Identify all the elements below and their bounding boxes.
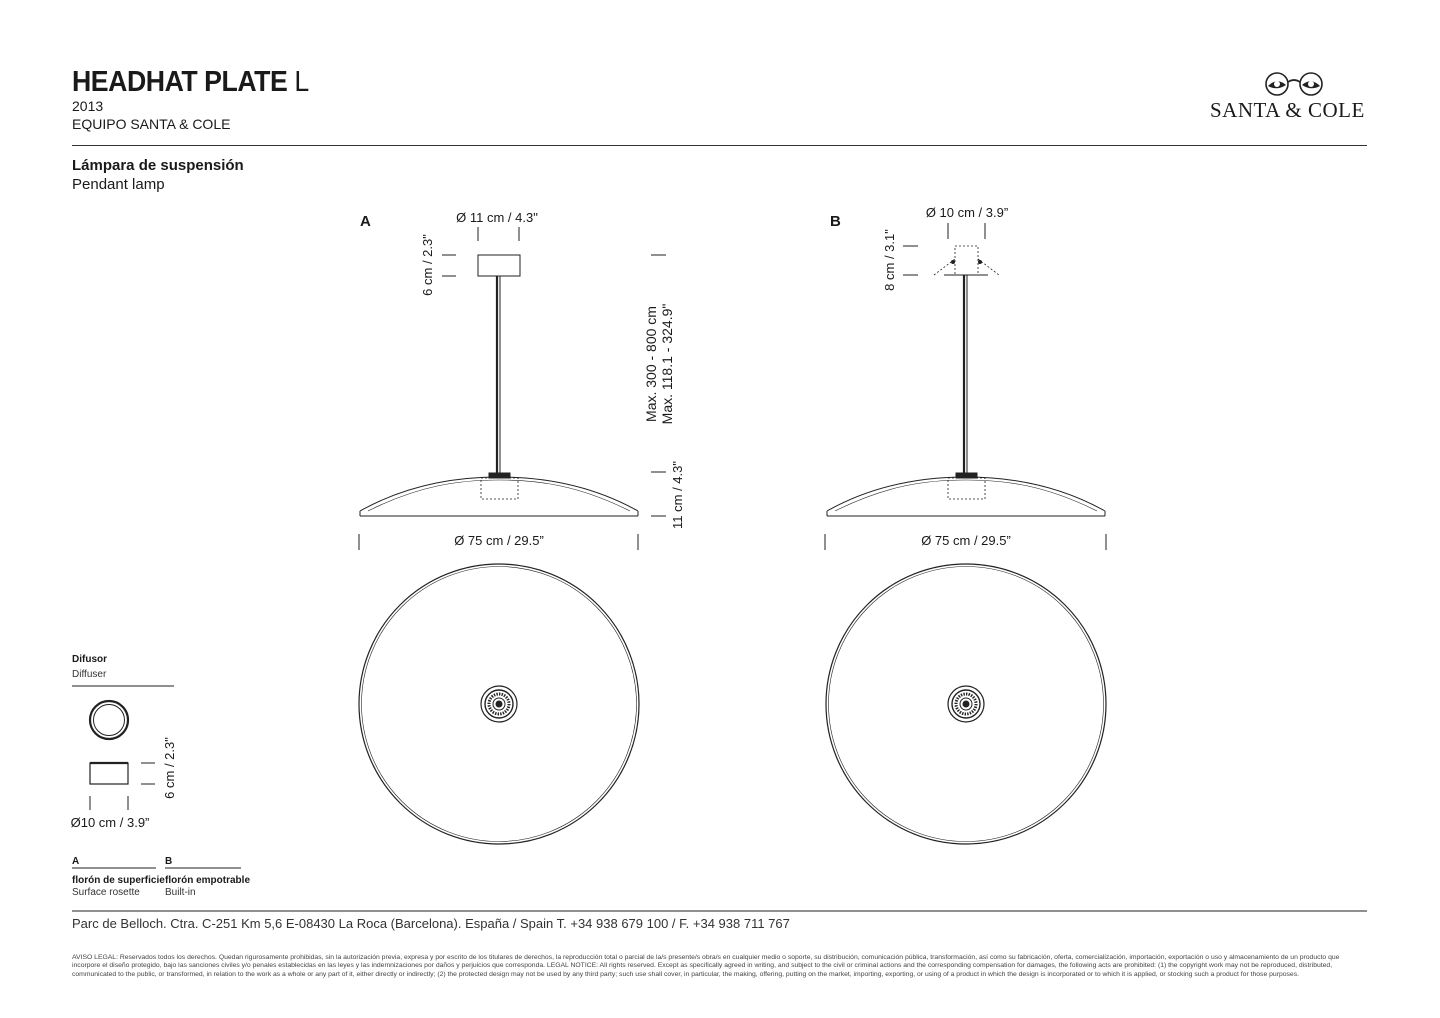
- view-a-rosette-height: 6 cm / 2.3": [420, 234, 435, 296]
- view-a-label: A: [360, 213, 371, 230]
- view-b-rosette-diameter: Ø 10 cm / 3.9”: [925, 205, 1009, 220]
- legal-notice: AVISO LEGAL: Reservados todos los derechos. Quedan rigurosamente prohibidas, sin la autorización previa, expresa y por escrito de los titulares de derechos, la reproducción total o parcial de la/s presente/s obra/s en cualquier medio o soporte, su distribución, comunicación pública, transformación, así como su fabricación, oferta, comercialización, importación, exportación o uso y almacenamiento de un producto que incorpore el diseño protegido, bajo las sanciones civiles y/o penales establecidas en las leyes y las indemnizaciones por daños y perjuicios que corresponda. LEGAL NOTICE: All rights reserved. Except as specifically agreed in writing, and subject to the civil or criminal actions and the corresponding compensation for damages, the following acts are prohibited: (1) the copyright work may not be reproduced, distributed, communicated to the public, or transformed, in relation to the work as a whole or any part of it, either directly or indirectly; (2) the protected design may not be used by any third party; such use shall cover, in particular, the making, offering, putting on the market, importing, exporting, or using of a product in which the design is incorporated or to which it is applied, or stocking such a product for those purposes.: [72, 954, 1340, 978]
- product-size: L: [294, 66, 309, 98]
- view-a-shade-diameter: Ø 75 cm / 29.5”: [454, 533, 544, 548]
- legend-a-key: A: [72, 856, 80, 867]
- legend-b-es: florón empotrable: [165, 875, 251, 886]
- view-b-side: [825, 223, 1106, 550]
- legend-b-en: Built-in: [165, 887, 196, 898]
- view-a-side: [359, 227, 666, 550]
- view-b-hidden-diffuser: [948, 478, 985, 499]
- view-a-cable-length-in: Max. 118.1 - 324.9": [659, 303, 675, 425]
- legend-a-en: Surface rosette: [72, 887, 140, 898]
- view-b-label: B: [830, 213, 841, 230]
- legend-b-key: B: [165, 856, 173, 867]
- subtitle-english: Pendant lamp: [72, 176, 165, 193]
- view-b-shade: [827, 477, 1105, 511]
- view-a-top: [359, 564, 639, 844]
- view-b-rosette: [955, 246, 978, 275]
- view-a-rosette: [478, 255, 520, 276]
- designer-name: EQUIPO SANTA & COLE: [72, 116, 231, 132]
- view-a-hidden-diffuser: [481, 478, 518, 499]
- view-b-rosette-height: 8 cm / 3.1": [882, 229, 897, 291]
- diffuser-title-en: Diffuser: [72, 669, 107, 680]
- diffuser-height: 6 cm / 2.3": [162, 737, 177, 799]
- diffuser-title-es: Difusor: [72, 654, 107, 665]
- brand-name: SANTA & COLE: [1210, 98, 1365, 122]
- company-address: Parc de Belloch. Ctra. C-251 Km 5,6 E-08430 La Roca (Barcelona). España / Spain T. +34 938 679 100 / F. +34 938 711 767: [72, 916, 790, 931]
- view-a-shade-height: 11 cm / 4.3": [670, 461, 685, 529]
- subtitle-spanish: Lámpara de suspensión: [72, 157, 244, 174]
- legend-a-es: florón de superficie: [72, 875, 165, 886]
- view-b-top: [826, 564, 1106, 844]
- view-b-shade-diameter: Ø 75 cm / 29.5”: [921, 533, 1011, 548]
- diffuser-diameter: Ø10 cm / 3.9”: [70, 815, 150, 830]
- view-a-cable-length-cm: Max. 300 - 800 cm: [643, 306, 659, 422]
- diffuser-detail: [72, 686, 174, 810]
- product-name: HEADHAT PLATE: [72, 66, 288, 98]
- design-year: 2013: [72, 98, 104, 114]
- view-a-rosette-diameter: Ø 11 cm / 4.3": [456, 210, 538, 225]
- view-a-shade: [360, 477, 638, 511]
